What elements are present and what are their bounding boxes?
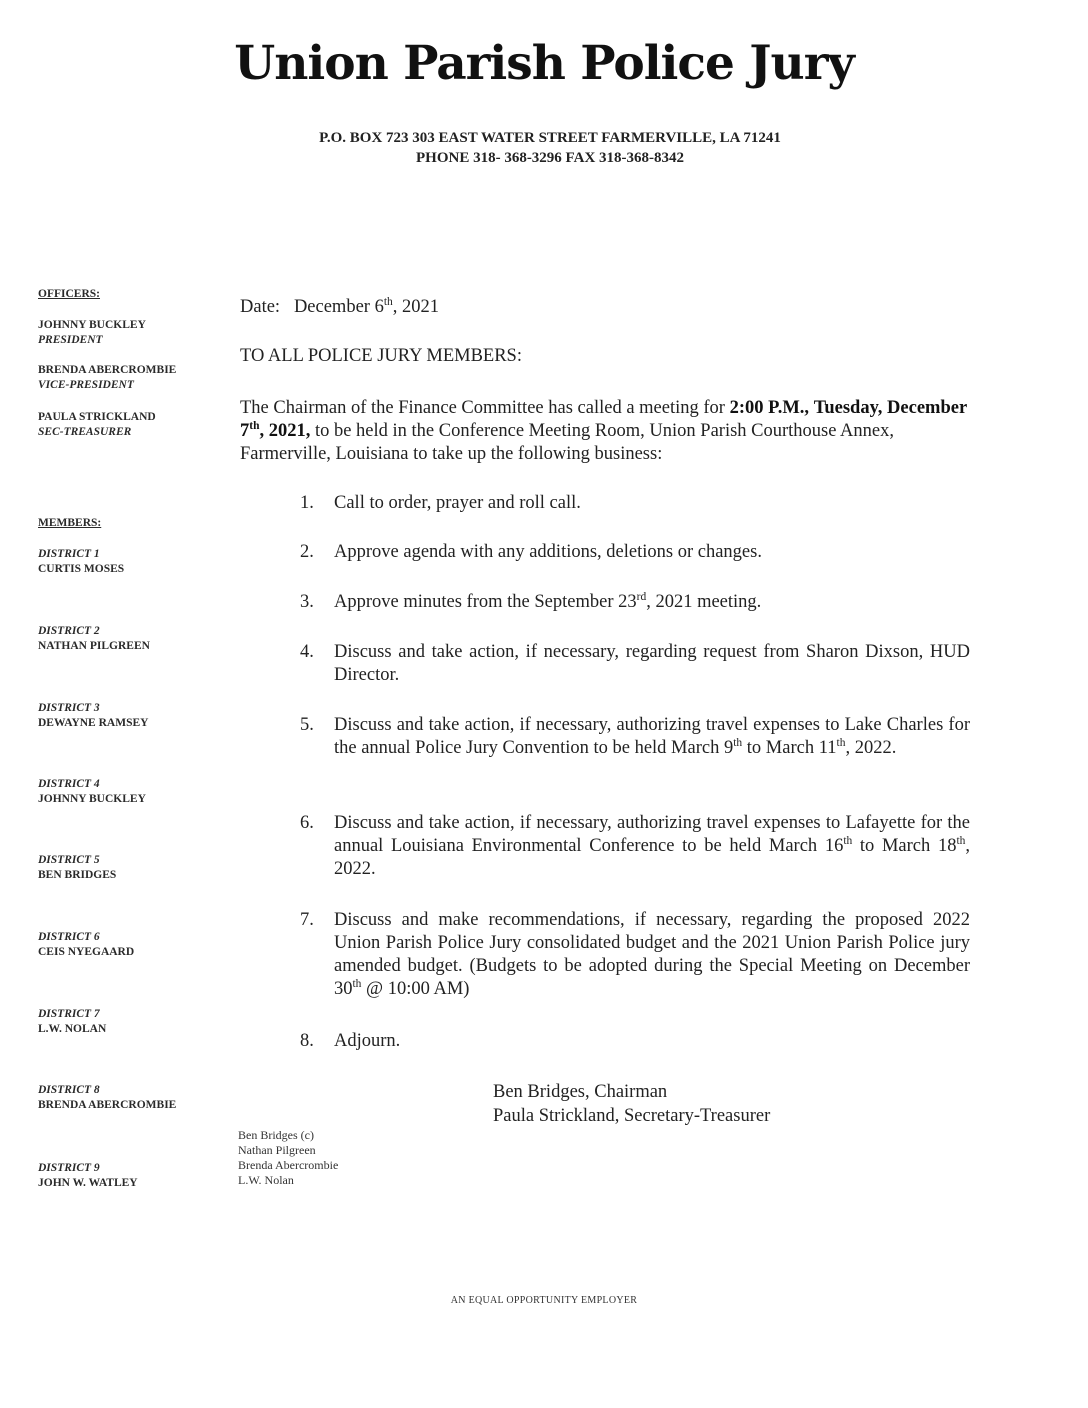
footer-eoe: AN EQUAL OPPORTUNITY EMPLOYER [450, 1295, 638, 1306]
member-district: DISTRICT 6 [38, 931, 100, 943]
member-entry [38, 930, 223, 960]
member-entry [38, 701, 223, 731]
member-name: BRENDA ABERCROMBIE [38, 1099, 177, 1111]
member-name: JOHN W. WATLEY [38, 1177, 138, 1189]
cc-entry: Ben Bridges (c) [238, 1128, 314, 1142]
member-entry [38, 853, 223, 883]
officer-name: JOHNNY BUCKLEY [38, 319, 146, 331]
officer-name: BRENDA ABERCROMBIE [38, 364, 177, 376]
letterhead-address: P.O. BOX 723 303 EAST WATER STREET FARMERVILLE, LA 71241 [319, 130, 781, 146]
officer-entry [38, 363, 223, 393]
member-district: DISTRICT 9 [38, 1162, 100, 1174]
member-district: DISTRICT 4 [38, 778, 100, 790]
member-name: NATHAN PILGREEN [38, 640, 150, 652]
letter-page: Union Parish Police Jury P.O. BOX 723 303 EAST WATER STREET FARMERVILLE, LA 71241 PHONE 318- 368-3296 FAX 318-368-8342 OFFICERS: JOHNNY BUCKLEY PRESIDENT BRENDA ABERCROMBIE VICE-PRESIDENT PAULA STRICKLAND SEC-TREASURER MEMBERS: DISTRICT 1 CURTIS MOSES DISTRICT 2 NATHAN PILGREEN DISTRICT 3 DEWAYNE RAMSEY DISTRICT 4 JOHNNY BUCKLEY DISTRICT 5 BEN BRIDGES DISTRICT 6 CEIS NYEGAARD DISTRICT 7 L.W. NOLAN DISTRICT 8 BRENDA ABERCROMBIE DISTRICT 9 JOHN W. WATLEY Date: December 6th, 2021 TO ALL POLICE JURY MEMBERS: The Chairman of the Finance Committee has called a meeting for 2:00 P.M., Tuesday, December 7th, 2021, to be held in the Conference Meeting Room, Union Parish Courthouse Annex, Farmerville, Louisiana to take up the following business: 1. Call to order, prayer and roll call. 2. Approve agenda with any additions, deletions or changes. 3. Approve minutes from the September 23rd, 2021 meeting. 4. Discuss and take action, if necessary, regarding request from Sharon Dixson, HUD Director. 5. Discuss and take action, if necessary, authorizing travel expenses to Lake Charles for the annual Police Jury Convention to be held March 9th to March 11th, 2022. 6. Discuss and take action, if necessary, authorizing travel expenses to Lafayette for the annual Louisiana Environmental Conference to be held March 16th to March 18th, 2022. 7. Discuss and make recommendations, if necessary, regarding the proposed 2022 Union Parish Police Jury consolidated budget and the 2021 Union Parish Police jury amended budget. (Budgets to be adopted during the Special Meeting on December 30th @ 10:00 AM) 8. Adjourn. Ben Bridges, Chairman Paula Strickland, Secretary-Treasurer Ben Bridges (c) Nathan Pilgreen Brenda Abercrombie L.W. Nolan AN EQUAL OPPORTUNITY EMPLOYER [0, 0, 1088, 1408]
cc-list [238, 1128, 338, 1188]
member-district: DISTRICT 2 [38, 625, 100, 637]
letter-intro: The Chairman of the Finance Committee has called a meeting for 2:00 P.M., Tuesday, December 7th, 2021, to be held in the Conference Meeting Room, Union Parish Courthouse Annex, Farmerville, Louisiana to take up the following business: [240, 398, 967, 464]
member-name: BEN BRIDGES [38, 869, 117, 881]
member-district: DISTRICT 7 [38, 1008, 100, 1020]
letter-salutation: TO ALL POLICE JURY MEMBERS: [240, 346, 522, 366]
cc-entry: Brenda Abercrombie [238, 1158, 339, 1172]
member-name: CEIS NYEGAARD [38, 946, 135, 958]
member-name: L.W. NOLAN [38, 1023, 107, 1035]
officers-heading: OFFICERS: [38, 288, 100, 300]
signature-secretary: Paula Strickland, Secretary-Treasurer [493, 1106, 771, 1126]
member-district: DISTRICT 5 [38, 854, 100, 866]
officer-role: SEC-TREASURER [38, 426, 132, 438]
member-entry [38, 1083, 223, 1113]
letterhead-title: Union Parish Police Jury [234, 36, 854, 91]
member-district: DISTRICT 8 [38, 1084, 100, 1096]
member-entry [38, 777, 223, 807]
member-name: JOHNNY BUCKLEY [38, 793, 146, 805]
officer-entry [38, 410, 223, 440]
member-entry [38, 547, 223, 577]
member-entry [38, 624, 223, 654]
letter-date: Date: December 6th, 2021 [240, 295, 439, 317]
officer-name: PAULA STRICKLAND [38, 411, 156, 423]
member-district: DISTRICT 1 [38, 548, 100, 560]
signature-chairman: Ben Bridges, Chairman [493, 1082, 668, 1102]
cc-entry: Nathan Pilgreen [238, 1143, 316, 1157]
officer-role: VICE-PRESIDENT [38, 379, 134, 391]
member-entry [38, 1161, 223, 1191]
officer-role: PRESIDENT [38, 334, 103, 346]
member-name: DEWAYNE RAMSEY [38, 717, 149, 729]
member-district: DISTRICT 3 [38, 702, 100, 714]
members-heading: MEMBERS: [38, 517, 102, 529]
member-entry [38, 1007, 223, 1037]
officer-entry [38, 318, 223, 348]
member-name: CURTIS MOSES [38, 563, 125, 575]
letterhead-phone: PHONE 318- 368-3296 FAX 318-368-8342 [415, 150, 685, 166]
cc-entry: L.W. Nolan [238, 1173, 294, 1187]
